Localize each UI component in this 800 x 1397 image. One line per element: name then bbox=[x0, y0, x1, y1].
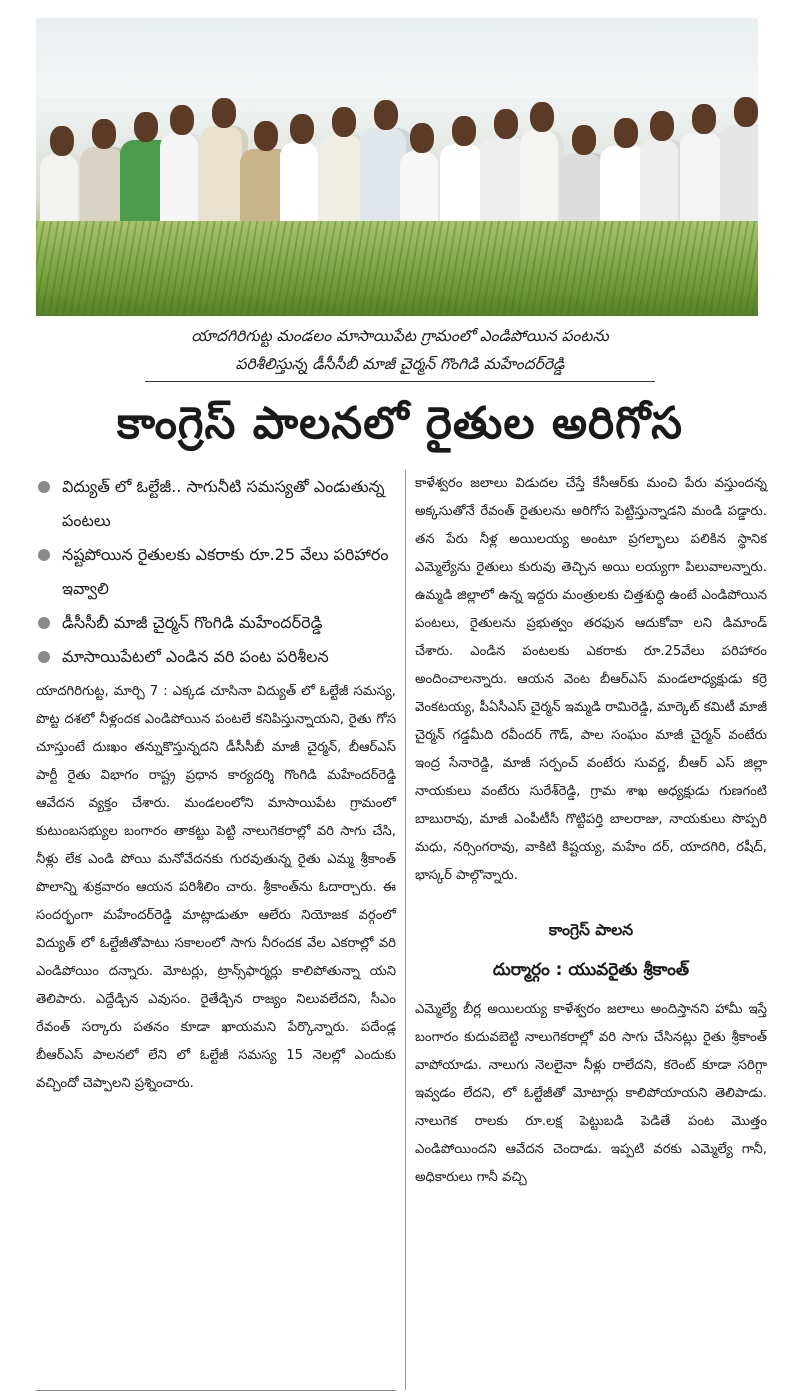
left-body-text: యాదగిరిగుట్ట, మార్చి 7 : ఎక్కడ చూసినా విద్యుత్ లో ఓల్టేజీ సమస్య, పొట్ట దశలో నీళ్లందక ఎండిపోయిన పంటలే కనిపిస్తున్నాయని, రైతు గోస చూస్తుంటే దుఃఖం తన్నుకొస్తున్నదని డీసీసీబీ మాజీ చైర్మన్, బీఆర్ఎస్ పార్టీ రైతు విభాగం రాష్ట్ర ప్రధాన కార్యదర్శి గొంగిడి మహేందర్‌రెడ్డి ఆవేదన వ్యక్తం చేశారు. మండలంలోని మాసాయిపేట గ్రామంలో కుటుంబసభ్యుల బంగారం తాకట్టు పెట్టి నాలుగెకరాల్లో వరి సాగు చేసి, నీళ్లు లేక ఎండి పోయి మనోవేదనకు గురవుతున్న రైతు ఎమ్మ శ్రీకాంత్ పొలాన్ని శుక్రవారం ఆయన పరిశీలిం చారు. శ్రీకాంత్‌ను ఓదార్చారు. ఈ సందర్భంగా మహేందర్‌రెడ్డి మాట్లాడుతూ ఆలేరు నియోజక వర్గంలో విద్యుత్ లో ఓల్టేజీతోపాటు సకాలంలో సాగు నీరందక వేల ఎకరాల్లో వరి ఎండిపోయిం దన్నారు. మోటర్లు, ట్రాన్స్‌ఫార్మర్లు కాలిపోతున్నా యని తెలిపారు. ఎద్దేడ్చిన ఎవుసం. రైతేడ్చిన రాజ్యం నిలువలేదని, సీఎం రేవంత్ సర్కారు పతనం కూడా ఖాయమని పేర్కొన్నారు. పదేండ్ల బీఆర్ఎస్ పాలనలో లేని లో ఓల్టేజీ సమస్య 15 నెలల్లో ఎందుకు వచ్చిందో చెప్పాలని ప్రశ్నించారు. bbox=[36, 684, 396, 1091]
person-head bbox=[92, 119, 116, 149]
subheading bbox=[415, 910, 767, 990]
news-photo bbox=[36, 18, 758, 316]
caption-line-2: పరిశీలిస్తున్న డీసీసీబీ మాజీ చైర్మన్ గొంగిడి మహేందర్‌రెడ్డి bbox=[235, 355, 565, 373]
highlight-item bbox=[36, 470, 396, 538]
person-head bbox=[494, 109, 518, 139]
person-head bbox=[134, 112, 158, 142]
column-divider bbox=[405, 470, 406, 1390]
person-head bbox=[452, 116, 476, 146]
person-head bbox=[572, 125, 596, 155]
person-head bbox=[254, 121, 278, 151]
person-head bbox=[374, 100, 398, 130]
highlights-list bbox=[36, 470, 396, 674]
person-head bbox=[614, 118, 638, 148]
highlight-text: విద్యుత్ లో ఓల్టేజీ.. సాగునీటి సమస్యతో ఎండుతున్న పంటలు bbox=[62, 477, 385, 530]
person-head bbox=[734, 97, 758, 127]
person-head bbox=[692, 104, 716, 134]
highlight-item bbox=[36, 538, 396, 606]
photo-sky bbox=[36, 18, 758, 98]
bullet-icon bbox=[38, 651, 50, 663]
person-head bbox=[530, 102, 554, 132]
person-head bbox=[50, 126, 74, 156]
subheading-line-1: కాంగ్రెస్ పాలన bbox=[548, 921, 634, 939]
right-column bbox=[415, 470, 767, 1192]
bullet-icon bbox=[38, 617, 50, 629]
right-body-text-2: ఎమ్మెల్యే బీర్ల అయిలయ్య కాళేశ్వరం జలాలు అందిస్తానని హామీ ఇస్తే బంగారం కుదువబెట్టి నాలుగెకరాల్లో వరి సాగు చేసినట్లు రైతు శ్రీకాంత్ వాపోయాడు. నాలుగు నెలలైనా నీళ్లు రాలేదని, కరెంట్ కూడా సరిగ్గా ఇవ్వడం లేదని, లో ఓల్టేజీతో మోటార్లు కాలిపోయాయని తెలిపాడు. నాలుగెక రాలకు రూ.లక్ష పెట్టుబడి పెడితే పంట మొత్తం ఎండిపోయిందని ఆవేదన చెందాడు. ఇప్పటి వరకు ఎమ్మెల్యే గానీ, అధికారులు గానీ వచ్చి bbox=[415, 1002, 767, 1185]
right-body-text: కాళేశ్వరం జలాలు విడుదల చేస్తే కేసీఆర్‌కు మంచి పేరు వస్తుందన్న అక్కసుతోనే రేవంత్ రైతులను అరిగోస పెట్టిస్తున్నాడని మండి పడ్డారు. తన పేరు నీళ్ల అయిలయ్య అంటూ ప్రగల్భాలు పలికిన స్థానిక ఎమ్మెల్యేను రైతులు కురువు తెచ్చిన అయి లయ్యగా పిలువాలన్నారు. ఉమ్మడి జిల్లాలో ఉన్న ఇద్దరు మంత్రులకు చిత్తశుద్ధి ఉంటే ఎండిపోయిన పంటలు, రైతులను ప్రభుత్వం తరఫున ఆదుకోవా లని డిమాండ్ చేశారు. ఎండిన పంటలకు ఎకరాకు రూ.25వేలు పరిహారం అందించాలన్నారు. ఆయన వెంట బీఆర్ఎస్ మండలాధ్యక్షుడు కర్రె వెంకటయ్య, పీఏసీఎస్ చైర్మన్ ఇమ్మడి రామిరెడ్డి, మార్కెట్ కమిటీ మాజీ చైర్మన్ గడ్డమీది రవీందర్ గౌడ్, పాల సంఘం మాజీ చైర్మన్ వంటేరు ఇంద్ర సేనారెడ్డి, మాజీ సర్పంచ్ వంటేరు సువర్ణ, బీఆర్ ఎస్ జిల్లా నాయకులు వంటేరు సురేశ్‌రెడ్డి, గ్రామ శాఖ అధ్యక్షుడు గుణగంటి బాబురావు, మాజీ ఎంపీటీసీ గొట్టిపర్తి బాలరాజు, నాయకులు సొప్పరి మధు, నర్సింగరావు, వాకిటి కిష్టయ్య, మహేం దర్, యాదగిరి, రషీద్, భాస్కర్ పాల్గొన్నారు. bbox=[415, 476, 767, 883]
highlight-text: డీసీసీబీ మాజీ చైర్మన్ గొంగిడి మహేందర్‌రెడ్డి bbox=[62, 613, 323, 632]
photo-caption bbox=[140, 322, 660, 378]
person-head bbox=[410, 123, 434, 153]
person-head bbox=[170, 105, 194, 135]
highlight-item bbox=[36, 606, 396, 640]
bottom-rule bbox=[36, 1390, 396, 1391]
person-head bbox=[290, 114, 314, 144]
photo-paddy-field bbox=[36, 221, 758, 316]
highlight-text: మాసాయిపేటలో ఎండిన వరి పంట పరిశీలన bbox=[62, 647, 329, 666]
person-head bbox=[650, 111, 674, 141]
person-head bbox=[212, 98, 236, 128]
highlight-text: నష్టపోయిన రైతులకు ఎకరాకు రూ.25 వేలు పరిహారం ఇవ్వాలి bbox=[62, 545, 389, 598]
subheading-line-2: దుర్మార్గం : యువరైతు శ్రీకాంత్ bbox=[492, 960, 690, 980]
caption-rule bbox=[145, 381, 655, 382]
highlight-item bbox=[36, 640, 396, 674]
person-head bbox=[332, 107, 356, 137]
bullet-icon bbox=[38, 549, 50, 561]
caption-line-1: యాదగిరిగుట్ట మండలం మాసాయిపేట గ్రామంలో ఎండిపోయిన పంటను bbox=[191, 327, 609, 345]
left-column bbox=[36, 470, 396, 1098]
headline: కాంగ్రెస్ పాలనలో రైతుల అరిగోస bbox=[116, 398, 684, 449]
bullet-icon bbox=[38, 481, 50, 493]
